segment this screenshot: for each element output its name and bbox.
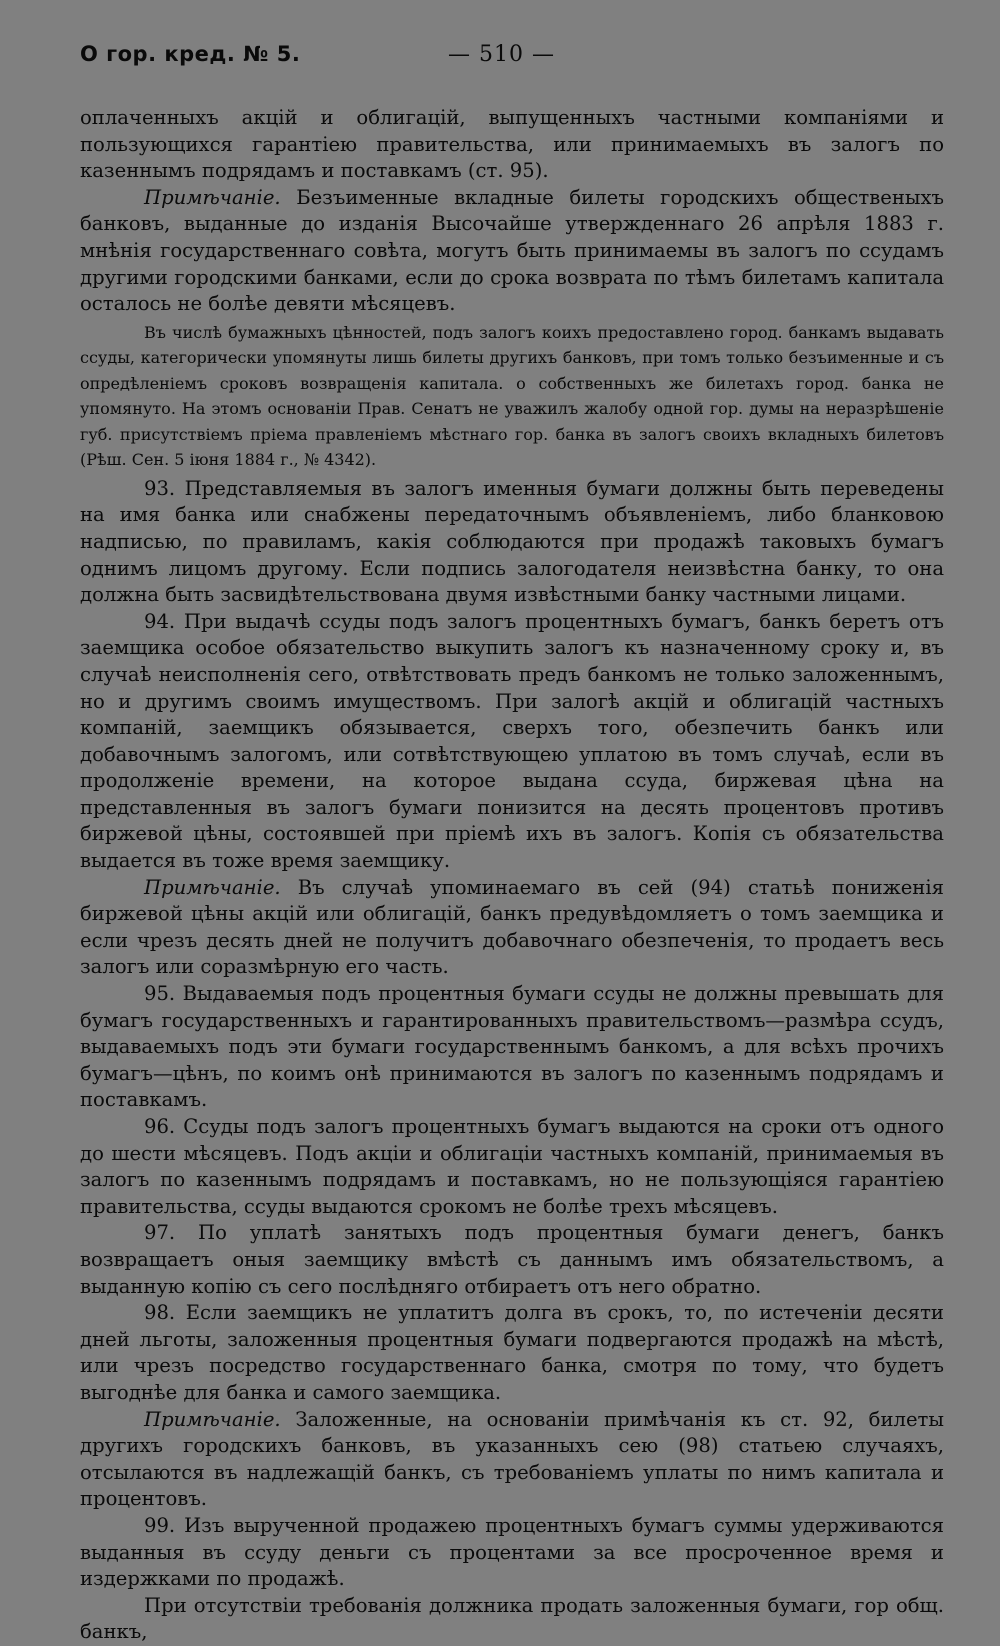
note-label: Примѣчаніе. (144, 875, 281, 899)
article-96 (80, 1114, 944, 1220)
running-title: О гор. кред. № 5. (80, 42, 301, 66)
paragraph-text: 96. Ссуды подъ залогъ процентныхъ бумагъ выдаются на сроки отъ одного до шести мѣсяцевъ. Подъ акціи и облигаціи частныхъ компаній, принимаемыя въ залогъ по казеннымъ подрядамъ и поставкамъ, но не пользующіяся гарантіею правительства, ссуды выдаются срокомъ не болѣе трехъ мѣсяцевъ. (80, 1115, 944, 1218)
page-body (80, 105, 944, 1646)
paragraph-text: Заложенные, на основаніи примѣчанія къ ст. 92, билеты другихъ городскихъ банковъ, въ указанныхъ сею (98) статьею случаяхъ, отсылаются въ надлежащій банкъ, съ требованіемъ уплаты по нимъ капитала и процентовъ. (80, 1407, 944, 1511)
article-95 (80, 981, 944, 1114)
note-label: Примѣчаніе. (144, 1407, 281, 1431)
note-paragraph (80, 185, 944, 318)
paragraph-continues (80, 1593, 944, 1646)
commentary-paragraph (80, 320, 944, 473)
page-number: — 510 — (448, 42, 555, 67)
paragraph-text: оплаченныхъ акцій и облигацій, выпущенныхъ частными компаніями и пользующихся гарантіею правительства, или принимаемыхъ въ залогъ по казеннымъ подрядамъ и поставкамъ (ст. 95). (80, 106, 944, 183)
paragraph-text: Безъименные вкладные билеты городскихъ общественыхъ банковъ, выданные до изданія Высочайше утвержденнаго 26 апрѣля 1883 г. мнѣнія государственнаго совѣта, могутъ быть принимаемы въ залогъ по ссудамъ другими городскими банками, если до срока возврата по тѣмъ билетамъ капитала осталось не болѣе девяти мѣсяцевъ. (80, 185, 944, 316)
article-99 (80, 1513, 944, 1593)
paragraph-text: Въ числѣ бумажныхъ цѣнностей, подъ залогъ коихъ предоставлено город. банкамъ выдавать ссуды, категорически упомянуты лишь билеты другихъ банковъ, при томъ только безъименные и съ опредѣленіемъ сроковъ возвращенія капитала. о собственныхъ же билетахъ город. банка не упомянуто. На этомъ основаніи Прав. Сенатъ не уважилъ жалобу одной гор. думы на неразрѣшеніе губ. присутствіемъ пріема правленіемъ мѣстнаго гор. банка въ залогъ своихъ вкладныхъ билетовъ (Рѣш. Сен. 5 іюня 1884 г., № 4342). (80, 322, 944, 470)
page-header (80, 42, 944, 74)
article-93 (80, 476, 944, 609)
article-97 (80, 1220, 944, 1300)
note-paragraph (80, 1407, 944, 1513)
paragraph-text: 99. Изъ вырученной продажею процентныхъ бумагъ суммы удерживаются выданныя въ ссуду деньги съ процентами за все просроченное время и издержками по продажѣ. (80, 1513, 944, 1591)
article-98 (80, 1300, 944, 1406)
paragraph-text: 93. Представляемыя въ залогъ именныя бумаги должны быть переведены на имя банка или снабжены передаточнымъ объявленіемъ, либо бланковою надписью, по правиламъ, какія соблюдаются при продажѣ таковыхъ бумагъ однимъ лицомъ другому. Если подпись залогодателя неизвѣстна банку, то она должна быть засвидѣтельствована двумя извѣстными банку частными лицами. (80, 476, 944, 607)
note-paragraph (80, 875, 944, 981)
paragraph-continued (80, 105, 944, 185)
paragraph-text: 94. При выдачѣ ссуды подъ залогъ процентныхъ бумагъ, банкъ беретъ отъ заемщика особое обязательство выкупить залогъ къ назначенному сроку и, въ случаѣ неисполненія сего, отвѣтствовать предъ банкомъ не только заложеннымъ, но и другимъ своимъ имуществомъ. При залогѣ акцій и облигацій частныхъ компаній, заемщикъ обязывается, сверхъ того, обезпечить банкъ или добавочнымъ залогомъ, или сотвѣтствующею уплатою въ томъ случаѣ, если въ продолженіе времени, на которое выдана ссуда, биржевая цѣна на представленныя въ залогъ бумаги понизится на десять процентовъ противъ биржевой цѣны, состоявшей при пріемѣ ихъ въ залогъ. Копія съ обязательства выдается въ тоже время заемщику. (80, 609, 944, 873)
paragraph-text: При отсутствіи требованія должника продать заложенныя бумаги, гор общ. банкъ, (80, 1593, 944, 1644)
paragraph-text: 95. Выдаваемыя подъ процентныя бумаги ссуды не должны превышать для бумагъ государственныхъ и гарантированныхъ правительствомъ—размѣра ссудъ, выдаваемыхъ подъ эти бумаги государственнымъ банкомъ, а для всѣхъ прочихъ бумагъ—цѣнъ, по коимъ онѣ принимаются въ залогъ по казеннымъ подрядамъ и поставкамъ. (80, 982, 944, 1112)
paragraph-text: 98. Если заемщикъ не уплатитъ долга въ срокъ, то, по истеченіи десяти дней льготы, заложенныя процентныя бумаги подвергаются продажѣ на мѣстѣ, или чрезъ посредство государственнаго банка, смотря по тому, что будетъ выгоднѣе для банка и самого заемщика. (80, 1301, 944, 1404)
paragraph-text: Въ случаѣ упоминаемаго въ сей (94) статьѣ пониженія биржевой цѣны акцій или облигацій, банкъ предувѣдомляетъ о томъ заемщика и если чрезъ десять дней не получитъ добавочнаго обезпеченія, то продаетъ весь залогъ или соразмѣрную его часть. (80, 875, 944, 979)
paragraph-text: 97. По уплатѣ занятыхъ подъ процентныя бумаги денегъ, банкъ возвращаетъ оныя заемщику вмѣстѣ съ даннымъ имъ обязательствомъ, а выданную копію съ сего послѣдняго отбираетъ отъ него обратно. (80, 1221, 944, 1298)
note-label: Примѣчаніе. (144, 185, 281, 209)
article-94 (80, 609, 944, 875)
